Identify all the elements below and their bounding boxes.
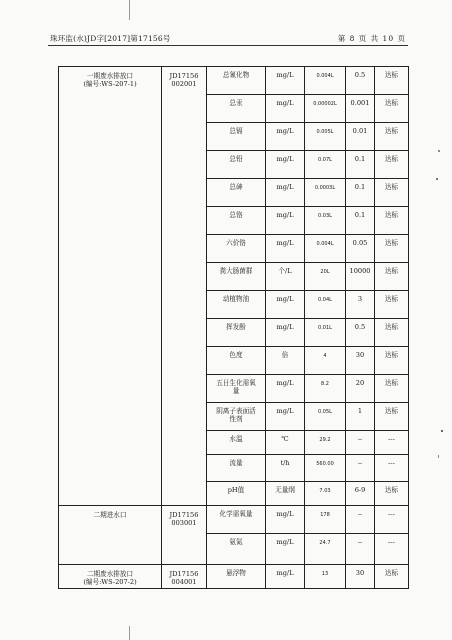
scan-speck xyxy=(438,455,439,458)
verdict: 达标 xyxy=(375,151,409,179)
limit-value: 0.1 xyxy=(346,207,375,235)
limit-value: -- xyxy=(346,431,375,455)
unit: mg/L xyxy=(266,534,305,565)
verdict: 达标 xyxy=(375,347,409,375)
verdict: 达标 xyxy=(375,179,409,207)
limit-value: 3 xyxy=(346,291,375,319)
limit-value: 0.05 xyxy=(346,235,375,263)
measured-value: 0.03L xyxy=(305,207,346,235)
measured-value: 0.004L xyxy=(305,67,346,95)
parameter-name: pH值 xyxy=(207,482,266,506)
page-indicator: 第 8 页 共 10 页 xyxy=(337,34,406,43)
parameter-name: 总砷 xyxy=(207,179,266,207)
limit-value: -- xyxy=(346,534,375,565)
parameter-name: 悬浮物 xyxy=(207,565,266,589)
verdict: --- xyxy=(375,534,409,565)
verdict: 达标 xyxy=(375,375,409,403)
monitoring-results-table xyxy=(58,66,409,589)
unit: mg/L xyxy=(266,506,305,534)
limit-value: 0.1 xyxy=(346,179,375,207)
unit: mg/L xyxy=(266,403,305,431)
parameter-name: 总镉 xyxy=(207,123,266,151)
scan-speck xyxy=(441,430,443,432)
sampling-location: 二期废水排放口 (编号:WS-207-2) xyxy=(59,565,162,589)
measured-value: 178 xyxy=(305,506,346,534)
verdict: 达标 xyxy=(375,565,409,589)
limit-value: 20 xyxy=(346,375,375,403)
parameter-name: 总氰化物 xyxy=(207,67,266,95)
measured-value: 4 xyxy=(305,347,346,375)
limit-value: 30 xyxy=(346,347,375,375)
sample-code: JD17156 004001 xyxy=(162,565,207,589)
unit: mg/L xyxy=(266,291,305,319)
measured-value: 0.004L xyxy=(305,235,346,263)
verdict: 达标 xyxy=(375,263,409,291)
parameter-name: 流量 xyxy=(207,455,266,482)
measured-value: 0.05L xyxy=(305,403,346,431)
limit-value: 30 xyxy=(346,565,375,589)
sample-code: JD17156 003001 xyxy=(162,506,207,565)
parameter-name: 动植物油 xyxy=(207,291,266,319)
limit-value: 0.5 xyxy=(346,319,375,347)
measured-value: 29.2 xyxy=(305,431,346,455)
verdict: 达标 xyxy=(375,235,409,263)
parameter-name: 粪大肠菌群 xyxy=(207,263,266,291)
verdict: 达标 xyxy=(375,291,409,319)
parameter-name: 化学需氧量 xyxy=(207,506,266,534)
parameter-name: 总汞 xyxy=(207,95,266,123)
verdict: --- xyxy=(375,455,409,482)
unit: 个/L xyxy=(266,263,305,291)
scan-speck xyxy=(438,150,440,152)
limit-value: 1 xyxy=(346,403,375,431)
unit: mg/L xyxy=(266,235,305,263)
verdict: 达标 xyxy=(375,207,409,235)
limit-value: 0.001 xyxy=(346,95,375,123)
verdict: --- xyxy=(375,431,409,455)
limit-value: 0.01 xyxy=(346,123,375,151)
parameter-name: 五日生化需氧 量 xyxy=(207,375,266,403)
measured-value: 0.0003L xyxy=(305,179,346,207)
unit: mg/L xyxy=(266,319,305,347)
measured-value: 8.2 xyxy=(305,375,346,403)
verdict: 达标 xyxy=(375,67,409,95)
sampling-location: 二期进水口 xyxy=(59,506,162,565)
limit-value: 6-9 xyxy=(346,482,375,506)
measured-value: 20L xyxy=(305,263,346,291)
header-rule xyxy=(48,45,408,46)
measured-value: 0.04L xyxy=(305,291,346,319)
measured-value: 7.03 xyxy=(305,482,346,506)
parameter-name: 水温 xyxy=(207,431,266,455)
sample-code: JD17156 002001 xyxy=(162,67,207,506)
table-row xyxy=(59,565,409,589)
parameter-name: 总铬 xyxy=(207,207,266,235)
unit: mg/L xyxy=(266,95,305,123)
parameter-name: 挥发酚 xyxy=(207,319,266,347)
unit: mg/L xyxy=(266,207,305,235)
table-row xyxy=(59,67,409,95)
measured-value: 0.00002L xyxy=(305,95,346,123)
report-number: 珠环监(水)JD字[2017]第17156号 xyxy=(50,34,171,43)
measured-value: 13 xyxy=(305,565,346,589)
unit: mg/L xyxy=(266,151,305,179)
limit-value: -- xyxy=(346,455,375,482)
parameter-name: 色度 xyxy=(207,347,266,375)
verdict: --- xyxy=(375,506,409,534)
unit: mg/L xyxy=(266,123,305,151)
table-row xyxy=(59,506,409,534)
unit: mg/L xyxy=(266,375,305,403)
parameter-name: 阴离子表面活 性剂 xyxy=(207,403,266,431)
binding-line xyxy=(129,0,130,20)
unit: t/h xyxy=(266,455,305,482)
verdict: 达标 xyxy=(375,403,409,431)
limit-value: -- xyxy=(346,506,375,534)
verdict: 达标 xyxy=(375,95,409,123)
sampling-location: 一期废水排放口 (编号:WS-207-1) xyxy=(59,67,162,506)
measured-value: 0.07L xyxy=(305,151,346,179)
unit: mg/L xyxy=(266,565,305,589)
unit: mg/L xyxy=(266,67,305,95)
verdict: 达标 xyxy=(375,482,409,506)
binding-line-bottom xyxy=(129,626,130,640)
limit-value: 10000 xyxy=(346,263,375,291)
unit: mg/L xyxy=(266,179,305,207)
measured-value: 0.01L xyxy=(305,319,346,347)
limit-value: 0.5 xyxy=(346,67,375,95)
parameter-name: 六价铬 xyxy=(207,235,266,263)
limit-value: 0.1 xyxy=(346,151,375,179)
unit: 倍 xyxy=(266,347,305,375)
scan-speck xyxy=(436,178,438,180)
measured-value: 0.005L xyxy=(305,123,346,151)
verdict: 达标 xyxy=(375,319,409,347)
verdict: 达标 xyxy=(375,123,409,151)
parameter-name: 总铅 xyxy=(207,151,266,179)
unit: ℃ xyxy=(266,431,305,455)
measured-value: 560.00 xyxy=(305,455,346,482)
measured-value: 24.7 xyxy=(305,534,346,565)
parameter-name: 氨氮 xyxy=(207,534,266,565)
unit: 无量纲 xyxy=(266,482,305,506)
